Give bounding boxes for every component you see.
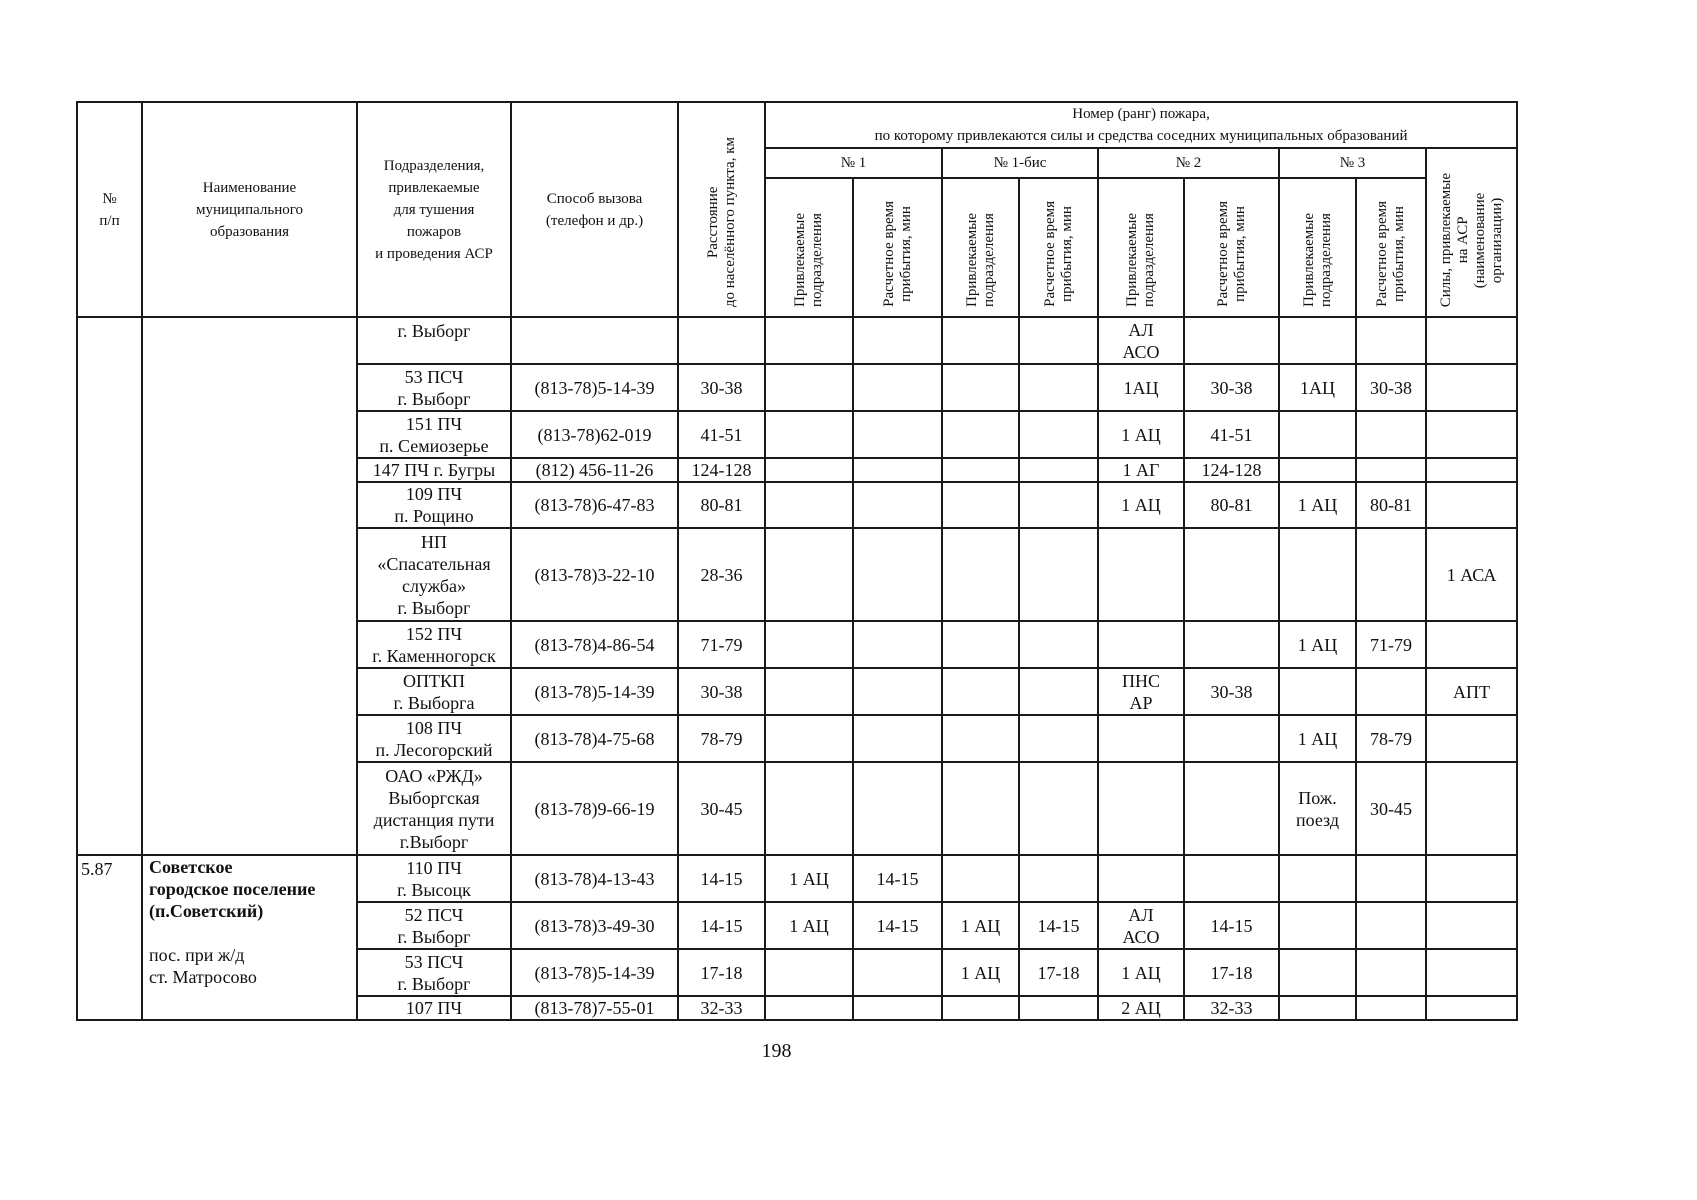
r2-units-cell: 1 АЦ — [1098, 482, 1184, 528]
phone-cell: (813-78)5-14-39 — [511, 949, 678, 996]
r2-time-cell — [1184, 715, 1279, 762]
r3-units-cell: Пож. поезд — [1279, 762, 1356, 855]
unit-cell: 107 ПЧ — [357, 996, 511, 1020]
r1-units-cell: 1 АЦ — [765, 855, 853, 902]
asr-cell — [1426, 996, 1517, 1020]
r1bis-time-cell — [1019, 855, 1098, 902]
r2-units-cell — [1098, 855, 1184, 902]
r1-time-cell — [853, 411, 942, 458]
r1bis-time-cell — [1019, 668, 1098, 715]
header-r3-time: Расчетное время прибытия, мин — [1356, 178, 1426, 317]
unit-cell: 151 ПЧ п. Семиозерье — [357, 411, 511, 458]
r1-units-cell — [765, 482, 853, 528]
r1bis-units-cell — [942, 317, 1019, 364]
r3-time-cell: 30-45 — [1356, 762, 1426, 855]
header-r1bis-time: Расчетное время прибытия, мин — [1019, 178, 1098, 317]
r2-time-cell: 32-33 — [1184, 996, 1279, 1020]
r2-time-cell — [1184, 762, 1279, 855]
r3-units-cell — [1279, 902, 1356, 949]
distance-cell: 30-45 — [678, 762, 765, 855]
table-row — [77, 317, 1517, 364]
distance-cell: 30-38 — [678, 364, 765, 411]
r1bis-time-cell — [1019, 317, 1098, 364]
r2-units-cell: 1 АЦ — [1098, 949, 1184, 996]
distance-cell: 78-79 — [678, 715, 765, 762]
r1-units-cell — [765, 996, 853, 1020]
r1bis-units-cell — [942, 668, 1019, 715]
distance-cell: 17-18 — [678, 949, 765, 996]
r3-units-cell — [1279, 317, 1356, 364]
asr-cell — [1426, 621, 1517, 668]
municipality-settlement: пос. при ж/д ст. Матросово — [149, 945, 257, 987]
r1-time-cell — [853, 458, 942, 482]
r3-units-cell — [1279, 411, 1356, 458]
r2-time-cell: 41-51 — [1184, 411, 1279, 458]
r2-units-cell — [1098, 621, 1184, 668]
r3-units-cell — [1279, 668, 1356, 715]
header-rank-3: № 3 — [1279, 148, 1426, 178]
distance-cell: 30-38 — [678, 668, 765, 715]
r3-units-cell: 1 АЦ — [1279, 482, 1356, 528]
r1-units-cell — [765, 668, 853, 715]
header-r1-units: Привлекаемые подразделения — [765, 178, 853, 317]
phone-cell: (813-78)7-55-01 — [511, 996, 678, 1020]
distance-cell: 28-36 — [678, 528, 765, 621]
r1-time-cell — [853, 482, 942, 528]
asr-cell — [1426, 458, 1517, 482]
unit-cell: 109 ПЧ п. Рощино — [357, 482, 511, 528]
r3-time-cell: 80-81 — [1356, 482, 1426, 528]
r1bis-units-cell — [942, 715, 1019, 762]
unit-cell: 108 ПЧ п. Лесогорский — [357, 715, 511, 762]
num-cell — [77, 317, 142, 855]
phone-cell: (813-78)4-75-68 — [511, 715, 678, 762]
r1bis-time-cell — [1019, 621, 1098, 668]
r3-time-cell — [1356, 949, 1426, 996]
header-r2-time: Расчетное время прибытия, мин — [1184, 178, 1279, 317]
r3-time-cell — [1356, 855, 1426, 902]
r1-units-cell — [765, 317, 853, 364]
asr-cell — [1426, 949, 1517, 996]
r3-time-cell — [1356, 411, 1426, 458]
unit-cell: 147 ПЧ г. Бугры — [357, 458, 511, 482]
header-rank-1bis: № 1-бис — [942, 148, 1098, 178]
unit-cell: 110 ПЧ г. Высоцк — [357, 855, 511, 902]
r1bis-units-cell: 1 АЦ — [942, 949, 1019, 996]
r1-time-cell — [853, 996, 942, 1020]
distance-cell: 14-15 — [678, 902, 765, 949]
asr-cell — [1426, 317, 1517, 364]
r1bis-time-cell — [1019, 458, 1098, 482]
header-units: Подразделения, привлекаемые для тушения пожаров и проведения АСР — [357, 102, 511, 317]
header-municipality: Наименование муниципального образования — [142, 102, 357, 317]
r2-units-cell: АЛ АСО — [1098, 317, 1184, 364]
r1-time-cell: 14-15 — [853, 902, 942, 949]
table-row — [77, 855, 1517, 902]
r1-time-cell — [853, 317, 942, 364]
distance-cell: 80-81 — [678, 482, 765, 528]
r3-units-cell: 1 АЦ — [1279, 621, 1356, 668]
r1bis-time-cell — [1019, 364, 1098, 411]
r3-time-cell — [1356, 668, 1426, 715]
header-r3-units: Привлекаемые подразделения — [1279, 178, 1356, 317]
r2-units-cell: 1АЦ — [1098, 364, 1184, 411]
num-cell: 5.87 — [77, 855, 142, 1020]
asr-cell: 1 АСА — [1426, 528, 1517, 621]
r1-time-cell — [853, 762, 942, 855]
r1bis-units-cell — [942, 458, 1019, 482]
header-fire-rank-title: Номер (ранг) пожара, по которому привлекаются силы и средства соседних муниципальных образований — [765, 102, 1517, 148]
header-call-method: Способ вызова (телефон и др.) — [511, 102, 678, 317]
asr-cell — [1426, 902, 1517, 949]
header-r1bis-units: Привлекаемые подразделения — [942, 178, 1019, 317]
phone-cell: (813-78)5-14-39 — [511, 668, 678, 715]
r3-time-cell — [1356, 317, 1426, 364]
r1bis-units-cell — [942, 762, 1019, 855]
r3-units-cell — [1279, 996, 1356, 1020]
distance-cell: 32-33 — [678, 996, 765, 1020]
asr-cell — [1426, 855, 1517, 902]
phone-cell: (813-78)4-13-43 — [511, 855, 678, 902]
municipality-cell — [142, 855, 357, 1020]
municipality-name: Советское городское поселение (п.Советский) — [149, 857, 316, 921]
unit-cell: ОПТКП г. Выборга — [357, 668, 511, 715]
r1bis-time-cell — [1019, 482, 1098, 528]
phone-cell: (813-78)9-66-19 — [511, 762, 678, 855]
r2-units-cell: 2 АЦ — [1098, 996, 1184, 1020]
r1-time-cell — [853, 528, 942, 621]
r1-units-cell: 1 АЦ — [765, 902, 853, 949]
r2-time-cell: 124-128 — [1184, 458, 1279, 482]
r2-time-cell: 80-81 — [1184, 482, 1279, 528]
r3-units-cell: 1АЦ — [1279, 364, 1356, 411]
r2-time-cell — [1184, 855, 1279, 902]
header-rank-2: № 2 — [1098, 148, 1279, 178]
r2-units-cell: АЛ АСО — [1098, 902, 1184, 949]
distance-cell: 71-79 — [678, 621, 765, 668]
distance-cell: 41-51 — [678, 411, 765, 458]
r1bis-time-cell: 17-18 — [1019, 949, 1098, 996]
header-rank-1: № 1 — [765, 148, 942, 178]
r1-time-cell: 14-15 — [853, 855, 942, 902]
r1-units-cell — [765, 621, 853, 668]
header-asr-forces: Силы, привлекаемые на АСР (наименование организации) — [1426, 148, 1517, 317]
r3-time-cell — [1356, 458, 1426, 482]
unit-cell: 53 ПСЧ г. Выборг — [357, 364, 511, 411]
r2-time-cell: 14-15 — [1184, 902, 1279, 949]
r1-time-cell — [853, 668, 942, 715]
r1-time-cell — [853, 715, 942, 762]
unit-cell: г. Выборг — [357, 317, 511, 364]
r3-units-cell — [1279, 458, 1356, 482]
distance-cell: 14-15 — [678, 855, 765, 902]
r1-time-cell — [853, 949, 942, 996]
page-number: 198 — [761, 1040, 792, 1062]
r2-time-cell — [1184, 317, 1279, 364]
header-r1-time: Расчетное время прибытия, мин — [853, 178, 942, 317]
phone-cell: (813-78)6-47-83 — [511, 482, 678, 528]
r3-units-cell: 1 АЦ — [1279, 715, 1356, 762]
header-num: № п/п — [77, 102, 142, 317]
r3-time-cell — [1356, 902, 1426, 949]
r1-units-cell — [765, 949, 853, 996]
r1bis-units-cell — [942, 528, 1019, 621]
r1bis-units-cell — [942, 411, 1019, 458]
header-r2-units: Привлекаемые подразделения — [1098, 178, 1184, 317]
r1bis-units-cell — [942, 621, 1019, 668]
r3-time-cell: 78-79 — [1356, 715, 1426, 762]
distance-cell — [678, 317, 765, 364]
asr-cell — [1426, 762, 1517, 855]
r3-time-cell: 30-38 — [1356, 364, 1426, 411]
r1-time-cell — [853, 621, 942, 668]
r3-units-cell — [1279, 528, 1356, 621]
asr-cell — [1426, 482, 1517, 528]
r3-units-cell — [1279, 949, 1356, 996]
unit-cell: 152 ПЧ г. Каменногорск — [357, 621, 511, 668]
phone-cell: (813-78)62-019 — [511, 411, 678, 458]
r2-units-cell: 1 АЦ — [1098, 411, 1184, 458]
asr-cell — [1426, 715, 1517, 762]
unit-cell: ОАО «РЖД» Выборгская дистанция пути г.Выборг — [357, 762, 511, 855]
r1bis-units-cell: 1 АЦ — [942, 902, 1019, 949]
r3-units-cell — [1279, 855, 1356, 902]
r1bis-units-cell — [942, 855, 1019, 902]
r3-time-cell — [1356, 528, 1426, 621]
phone-cell: (813-78)3-22-10 — [511, 528, 678, 621]
r2-time-cell: 30-38 — [1184, 668, 1279, 715]
r1bis-time-cell — [1019, 715, 1098, 762]
r2-units-cell — [1098, 762, 1184, 855]
r2-time-cell — [1184, 528, 1279, 621]
asr-cell — [1426, 364, 1517, 411]
r3-time-cell: 71-79 — [1356, 621, 1426, 668]
r2-time-cell — [1184, 621, 1279, 668]
unit-cell: 52 ПСЧ г. Выборг — [357, 902, 511, 949]
r2-units-cell — [1098, 715, 1184, 762]
r1-units-cell — [765, 411, 853, 458]
phone-cell: (813-78)5-14-39 — [511, 364, 678, 411]
r1-time-cell — [853, 364, 942, 411]
r3-time-cell — [1356, 996, 1426, 1020]
r1bis-time-cell — [1019, 762, 1098, 855]
r1-units-cell — [765, 458, 853, 482]
r1bis-time-cell — [1019, 528, 1098, 621]
r1bis-time-cell — [1019, 996, 1098, 1020]
r1bis-units-cell — [942, 482, 1019, 528]
unit-cell: НП «Спасательная служба» г. Выборг — [357, 528, 511, 621]
phone-cell: (812) 456-11-26 — [511, 458, 678, 482]
asr-cell: АПТ — [1426, 668, 1517, 715]
asr-cell — [1426, 411, 1517, 458]
r1-units-cell — [765, 762, 853, 855]
unit-cell: 53 ПСЧ г. Выборг — [357, 949, 511, 996]
r1bis-time-cell: 14-15 — [1019, 902, 1098, 949]
municipality-cell — [142, 317, 357, 855]
r2-time-cell: 30-38 — [1184, 364, 1279, 411]
r1bis-units-cell — [942, 364, 1019, 411]
distance-cell: 124-128 — [678, 458, 765, 482]
header-distance: Расстояние до населённого пункта, км — [678, 102, 765, 317]
r2-units-cell: ПНС АР — [1098, 668, 1184, 715]
r1bis-time-cell — [1019, 411, 1098, 458]
phone-cell: (813-78)4-86-54 — [511, 621, 678, 668]
r1-units-cell — [765, 528, 853, 621]
phone-cell: (813-78)3-49-30 — [511, 902, 678, 949]
fire-resources-table — [76, 101, 1518, 1021]
r2-units-cell: 1 АГ — [1098, 458, 1184, 482]
r1-units-cell — [765, 715, 853, 762]
r1bis-units-cell — [942, 996, 1019, 1020]
r2-units-cell — [1098, 528, 1184, 621]
r2-time-cell: 17-18 — [1184, 949, 1279, 996]
r1-units-cell — [765, 364, 853, 411]
phone-cell — [511, 317, 678, 364]
